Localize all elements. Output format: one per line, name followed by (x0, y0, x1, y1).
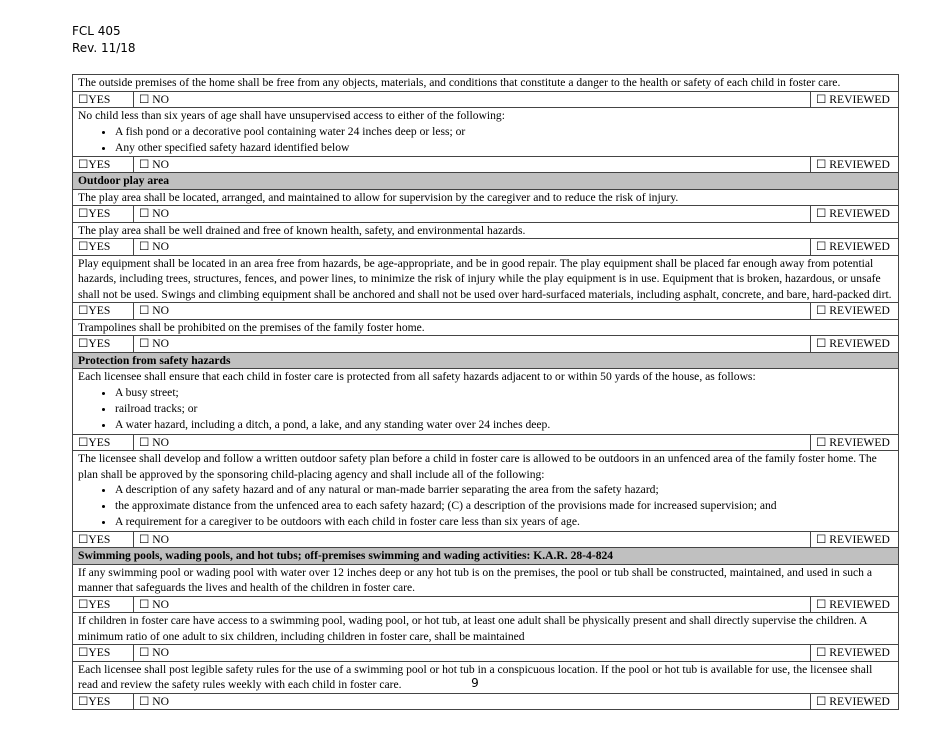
requirement-cell (73, 369, 899, 434)
requirement-text: No child less than six years of age shall have unsupervised access to either of the following: (78, 109, 505, 122)
requirement-text: Play equipment shall be located in an area free from hazards, be age-appropriate, and be in good repair. The play equipment shall be placed far enough away from potential hazards, including trees, structures, fences, and power lines, to minimize the risk of injury while the play equipment is in use. Equipment that is broken, hazardous, or unsafe shall not be used. Swings and climbing equipment shall be anchored and shall not be used over hard-surfaced materials, including asphalt, concrete, and bare, hard-packed dirt. (78, 256, 892, 301)
requirement-cell (73, 613, 899, 645)
requirement-cell (73, 451, 899, 532)
response-row (73, 336, 899, 353)
section-header-row (73, 352, 899, 369)
response-row (73, 693, 899, 710)
bullet-item: • the approximate distance from the unfenced area to each safety hazard; (C) a description of the provisions made for increased supervision; and (115, 498, 894, 514)
requirement-row (73, 222, 899, 239)
reviewed-checkbox[interactable]: ☐ REVIEWED (811, 434, 899, 451)
response-row (73, 596, 899, 613)
no-checkbox[interactable]: ☐ NO (134, 434, 811, 451)
no-checkbox[interactable]: ☐ NO (134, 693, 811, 710)
yes-checkbox[interactable]: ☐YES (73, 336, 134, 353)
requirement-row (73, 564, 899, 596)
requirement-row (73, 189, 899, 206)
reviewed-checkbox[interactable]: ☐ REVIEWED (811, 91, 899, 108)
section-title-cell (73, 352, 899, 369)
response-row (73, 156, 899, 173)
bullet-item: • A description of any safety hazard and of any natural or man-made barrier separating the area from the safety hazard; (115, 482, 894, 498)
reviewed-checkbox[interactable]: ☐ REVIEWED (811, 206, 899, 223)
bullet-list (78, 124, 894, 156)
yes-checkbox[interactable]: ☐YES (73, 91, 134, 108)
form-revision: Rev. 11/18 (72, 41, 136, 55)
no-checkbox[interactable]: ☐ NO (134, 336, 811, 353)
yes-checkbox[interactable]: ☐YES (73, 531, 134, 548)
requirement-text: The play area shall be located, arranged, and maintained to allow for supervision by the caregiver and to reduce the risk of injury. (78, 190, 679, 204)
response-row (73, 434, 899, 451)
yes-checkbox[interactable]: ☐YES (73, 645, 134, 662)
requirement-cell (73, 222, 899, 239)
no-checkbox[interactable]: ☐ NO (134, 206, 811, 223)
reviewed-checkbox[interactable]: ☐ REVIEWED (811, 693, 899, 710)
requirement-row (73, 451, 899, 532)
requirement-row (73, 255, 899, 303)
bullet-list (78, 482, 894, 531)
form-header (72, 23, 136, 57)
requirement-cell (73, 255, 899, 303)
yes-checkbox[interactable]: ☐YES (73, 239, 134, 256)
response-row (73, 206, 899, 223)
bullet-list (78, 385, 894, 434)
response-row (73, 239, 899, 256)
response-row (73, 645, 899, 662)
yes-checkbox[interactable]: ☐YES (73, 596, 134, 613)
yes-checkbox[interactable]: ☐YES (73, 434, 134, 451)
requirement-cell (73, 108, 899, 157)
bullet-item: • A fish pond or a decorative pool containing water 24 inches deep or less; or (115, 124, 894, 140)
section-title: Protection from safety hazards (78, 353, 231, 367)
response-row (73, 531, 899, 548)
response-row (73, 91, 899, 108)
reviewed-checkbox[interactable]: ☐ REVIEWED (811, 239, 899, 256)
requirement-cell (73, 319, 899, 336)
no-checkbox[interactable]: ☐ NO (134, 156, 811, 173)
yes-checkbox[interactable]: ☐YES (73, 156, 134, 173)
requirement-cell (73, 75, 899, 92)
yes-checkbox[interactable]: ☐YES (73, 206, 134, 223)
bullet-item: • railroad tracks; or (115, 401, 894, 417)
yes-checkbox[interactable]: ☐YES (73, 693, 134, 710)
no-checkbox[interactable]: ☐ NO (134, 645, 811, 662)
requirement-row (73, 319, 899, 336)
requirement-text: Each licensee shall ensure that each child in foster care is protected from all safety hazards adjacent to or within 50 yards of the house, as follows: (78, 370, 756, 384)
yes-checkbox[interactable]: ☐YES (73, 303, 134, 320)
requirement-row (73, 75, 899, 92)
form-number: FCL 405 (72, 24, 121, 38)
section-header-row (73, 173, 899, 190)
reviewed-checkbox[interactable]: ☐ REVIEWED (811, 645, 899, 662)
no-checkbox[interactable]: ☐ NO (134, 91, 811, 108)
section-title-cell (73, 548, 899, 565)
bullet-item: • A water hazard, including a ditch, a pond, a lake, and any standing water over 24 inches deep. (115, 417, 894, 433)
section-header-row (73, 548, 899, 565)
no-checkbox[interactable]: ☐ NO (134, 531, 811, 548)
no-checkbox[interactable]: ☐ NO (134, 239, 811, 256)
requirement-text: The play area shall be well drained and free of known health, safety, and environmental hazards. (78, 223, 526, 237)
requirement-row (73, 108, 899, 157)
section-title: Outdoor play area (78, 174, 170, 188)
bullet-item: • A requirement for a caregiver to be outdoors with each child in foster care less than six years of age. (115, 514, 894, 530)
requirement-cell (73, 189, 899, 206)
reviewed-checkbox[interactable]: ☐ REVIEWED (811, 596, 899, 613)
bullet-item: • Any other specified safety hazard identified below (115, 140, 894, 156)
bullet-item: • A busy street; (115, 385, 894, 401)
reviewed-checkbox[interactable]: ☐ REVIEWED (811, 531, 899, 548)
requirement-text: If children in foster care have access to a swimming pool, wading pool, or hot tub, at least one adult shall be physically present and shall directly supervise the children. A minimum ratio of one adult to six children, including children in foster care, shall be maintained (78, 614, 867, 643)
reviewed-checkbox[interactable]: ☐ REVIEWED (811, 156, 899, 173)
page-number: 9 (471, 676, 479, 690)
response-row (73, 303, 899, 320)
requirement-row (73, 369, 899, 434)
section-title-cell (73, 173, 899, 190)
reviewed-checkbox[interactable]: ☐ REVIEWED (811, 336, 899, 353)
requirement-text: If any swimming pool or wading pool with water over 12 inches deep or any hot tub is on the premises, the pool or tub shall be constructed, maintained, and used in such a manner that safeguards the lives and health of the children in foster care. (78, 565, 873, 595)
requirement-text: The licensee shall develop and follow a written outdoor safety plan before a child in foster care is allowed to be outdoors in an unfenced area of the family foster home. The plan shall be approved by the sponsoring child-placing agency and shall include all of the following: (78, 452, 877, 481)
reviewed-checkbox[interactable]: ☐ REVIEWED (811, 303, 899, 320)
requirement-text: The outside premises of the home shall be free from any objects, materials, and conditions that constitute a danger to the health or safety of each child in foster care. (78, 76, 841, 89)
checklist-table (72, 74, 899, 710)
requirement-text: Each licensee shall post legible safety rules for the use of a swimming pool or hot tub in a conspicuous location. If the pool or hot tub is available for use, the licensee shall read and review the safety rules weekly with each child in foster care. (78, 662, 873, 692)
section-title: Swimming pools, wading pools, and hot tubs; off-premises swimming and wading activities: K.A.R. 28-4-824 (78, 549, 614, 563)
requirement-text: Trampolines shall be prohibited on the premises of the family foster home. (78, 320, 425, 334)
no-checkbox[interactable]: ☐ NO (134, 303, 811, 320)
requirement-row (73, 613, 899, 645)
requirement-cell (73, 564, 899, 596)
no-checkbox[interactable]: ☐ NO (134, 596, 811, 613)
